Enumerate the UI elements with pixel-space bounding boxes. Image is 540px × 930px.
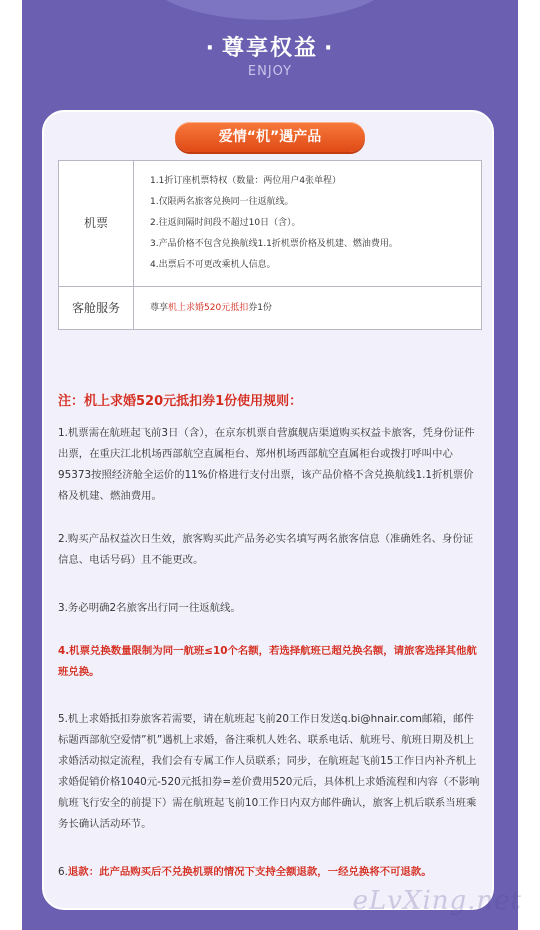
ticket-line: 4.出票后不可更改乘机人信息。 xyxy=(150,260,276,270)
rule-paragraph-4: 4.机票兑换数量限制为同一航班≤10个名额，若选择航班已超兑换名额，请旅客选择其他航班兑换。 xyxy=(58,645,477,678)
rules-title: 注：机上求婚520元抵扣券1份使用规则： xyxy=(58,394,303,409)
title-dot-left: · xyxy=(205,36,216,61)
rule-6-number: 6. xyxy=(58,866,68,878)
cabin-highlight: 机上求婚520元抵扣 xyxy=(168,302,249,313)
product-title-pill: 爱情“机”遇产品 xyxy=(175,122,365,152)
rule-paragraph-3: 3.务必明确2名旅客出行同一往返航线。 xyxy=(58,602,241,614)
cabin-suffix: 券1份 xyxy=(248,302,272,313)
rule-paragraph-2: 2.购买产品权益次日生效，旅客购买此产品务必实名填写两名旅客信息（准确姓名、身份证信息、电话号码）且不能更改。 xyxy=(58,533,474,566)
rule-6-refund-text: 退款：此产品购买后不兑换机票的情况下支持全额退款，一经兑换将不可退款。 xyxy=(67,866,432,878)
cabin-content xyxy=(134,287,482,330)
ticket-line: 1.1折订座机票特权（数量：两位用户4张单程） xyxy=(150,176,342,186)
benefits-table xyxy=(58,160,482,330)
table-row-ticket xyxy=(59,161,482,287)
table-row-cabin xyxy=(59,287,482,330)
cabin-label: 客舱服务 xyxy=(59,287,134,330)
rule-paragraph-5: 5.机上求婚抵扣券旅客若需要，请在航班起飞前20工作日发送q.bi@hnair.com邮箱，邮件标题西部航空爱情”机”遇机上求婚，备注乘机人姓名、联系电话、航班号、航班日期及机上求婚活动拟定流程，我们会有专属工作人员联系；同步，在航班起飞前15工作日内补齐机上求婚促销价格1040元-520元抵扣券=差价费用520元后，具体机上求婚流程和内容（不影响航班飞行安全的前提下）需在航班起飞前10工作日内双方邮件确认，旅客上机后联系当班乘务长确认活动环节。 xyxy=(58,713,480,830)
ticket-line: 3.产品价格不包含兑换航线1.1折机票价格及机建、燃油费用。 xyxy=(150,239,398,249)
ticket-line: 1.仅限两名旅客兑换同一往返航线。 xyxy=(150,197,294,207)
title-dot-right: · xyxy=(324,36,335,61)
section-header xyxy=(22,34,518,80)
cabin-prefix: 尊享 xyxy=(150,302,169,313)
ticket-label: 机票 xyxy=(59,161,134,287)
benefits-card xyxy=(42,110,494,910)
ticket-line: 2.往返间隔时间段不超过10日（含）。 xyxy=(150,218,301,228)
section-subtitle: ENJOY xyxy=(247,64,293,79)
title-text: 尊享权益 xyxy=(221,36,318,61)
rule-paragraph-1: 1.机票需在航班起飞前3日（含），在京东机票自营旗舰店渠道购买权益卡旅客，凭身份证件出票，在重庆江北机场西部航空直属柜台、郑州机场西部航空直属柜台或拨打呼叫中心95373按照经济舱全运价的11%价格进行支付出票，该产品价格不含兑换航线1.1折机票价格及机建、燃油费用。 xyxy=(58,427,475,502)
ticket-content xyxy=(134,161,482,287)
rule-paragraph-6 xyxy=(58,862,482,883)
site-watermark: eLvXing.net xyxy=(352,886,522,916)
section-title xyxy=(22,34,518,64)
